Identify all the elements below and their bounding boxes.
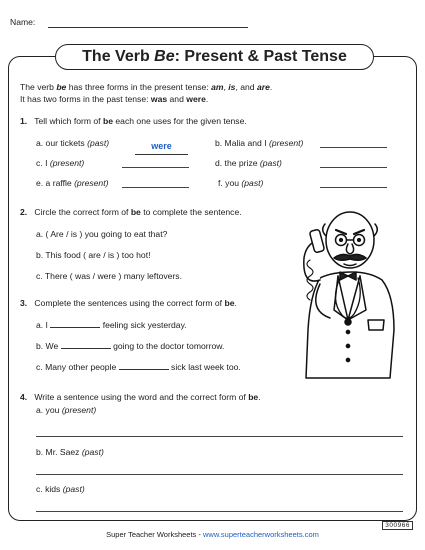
page-title: The Verb Be: Present & Past Tense: [82, 48, 347, 65]
q4-item-b: b. Mr. Saez (past): [36, 447, 104, 457]
q3-item-a: a. I feeling sick yesterday.: [36, 320, 187, 330]
question-3-prompt: 3. Complete the sentences using the correct form of be.: [20, 298, 237, 308]
q1-item-c: c. I (present): [36, 158, 85, 168]
q1-answer-a[interactable]: were: [135, 136, 188, 155]
q4-item-a: a. you (present): [36, 405, 97, 415]
q3-item-c: c. Many other people sick last week too.: [36, 362, 241, 372]
footer-link[interactable]: www.superteacherworksheets.com: [202, 530, 319, 539]
q2-item-c[interactable]: c. There ( was / were ) many leftovers.: [36, 271, 182, 281]
q1-answer-e[interactable]: [122, 187, 189, 188]
intro-line-2: It has two forms in the past tense: was and were.: [20, 94, 209, 104]
q4-answer-line-b[interactable]: [36, 474, 403, 475]
footer: Super Teacher Worksheets - www.superteacherworksheets.com: [106, 530, 319, 539]
question-2-prompt: 2. Circle the correct form of be to complete the sentence.: [20, 207, 242, 217]
q1-item-e: e. a raffle (present): [36, 178, 109, 188]
q3-blank-b[interactable]: [61, 348, 111, 349]
question-1-prompt: 1. Tell which form of be each one uses for the given tense.: [20, 116, 247, 126]
q3-blank-a[interactable]: [50, 327, 100, 328]
q3-item-b: b. We going to the doctor tomorrow.: [36, 341, 225, 351]
q4-item-c: c. kids (past): [36, 484, 85, 494]
q4-answer-line-c[interactable]: [36, 511, 403, 512]
intro-line-1: The verb be has three forms in the present tense: am, is, and are.: [20, 82, 273, 92]
q2-item-a[interactable]: a. ( Are / is ) you going to eat that?: [36, 229, 168, 239]
title-banner: [55, 44, 374, 70]
name-label: Name:: [10, 17, 36, 27]
doctor-illustration: [290, 200, 410, 390]
q1-item-f: f. you (past): [218, 178, 264, 188]
q4-answer-line-a[interactable]: [36, 436, 403, 437]
q1-item-d: d. the prize (past): [215, 158, 282, 168]
q1-answer-b[interactable]: [320, 147, 387, 148]
q3-blank-c[interactable]: [119, 369, 169, 370]
question-4-prompt: 4. Write a sentence using the word and the correct form of be.: [20, 392, 261, 402]
q1-answer-c[interactable]: [122, 167, 189, 168]
q1-item-a: a. our tickets (past): [36, 138, 110, 148]
q1-item-b: b. Malia and I (present): [215, 138, 304, 148]
q1-answer-d[interactable]: [320, 167, 387, 168]
q2-item-b[interactable]: b. This food ( are / is ) too hot!: [36, 250, 151, 260]
q1-answer-f[interactable]: [320, 187, 387, 188]
name-field[interactable]: [48, 27, 248, 28]
worksheet-code: 300966: [382, 521, 413, 530]
